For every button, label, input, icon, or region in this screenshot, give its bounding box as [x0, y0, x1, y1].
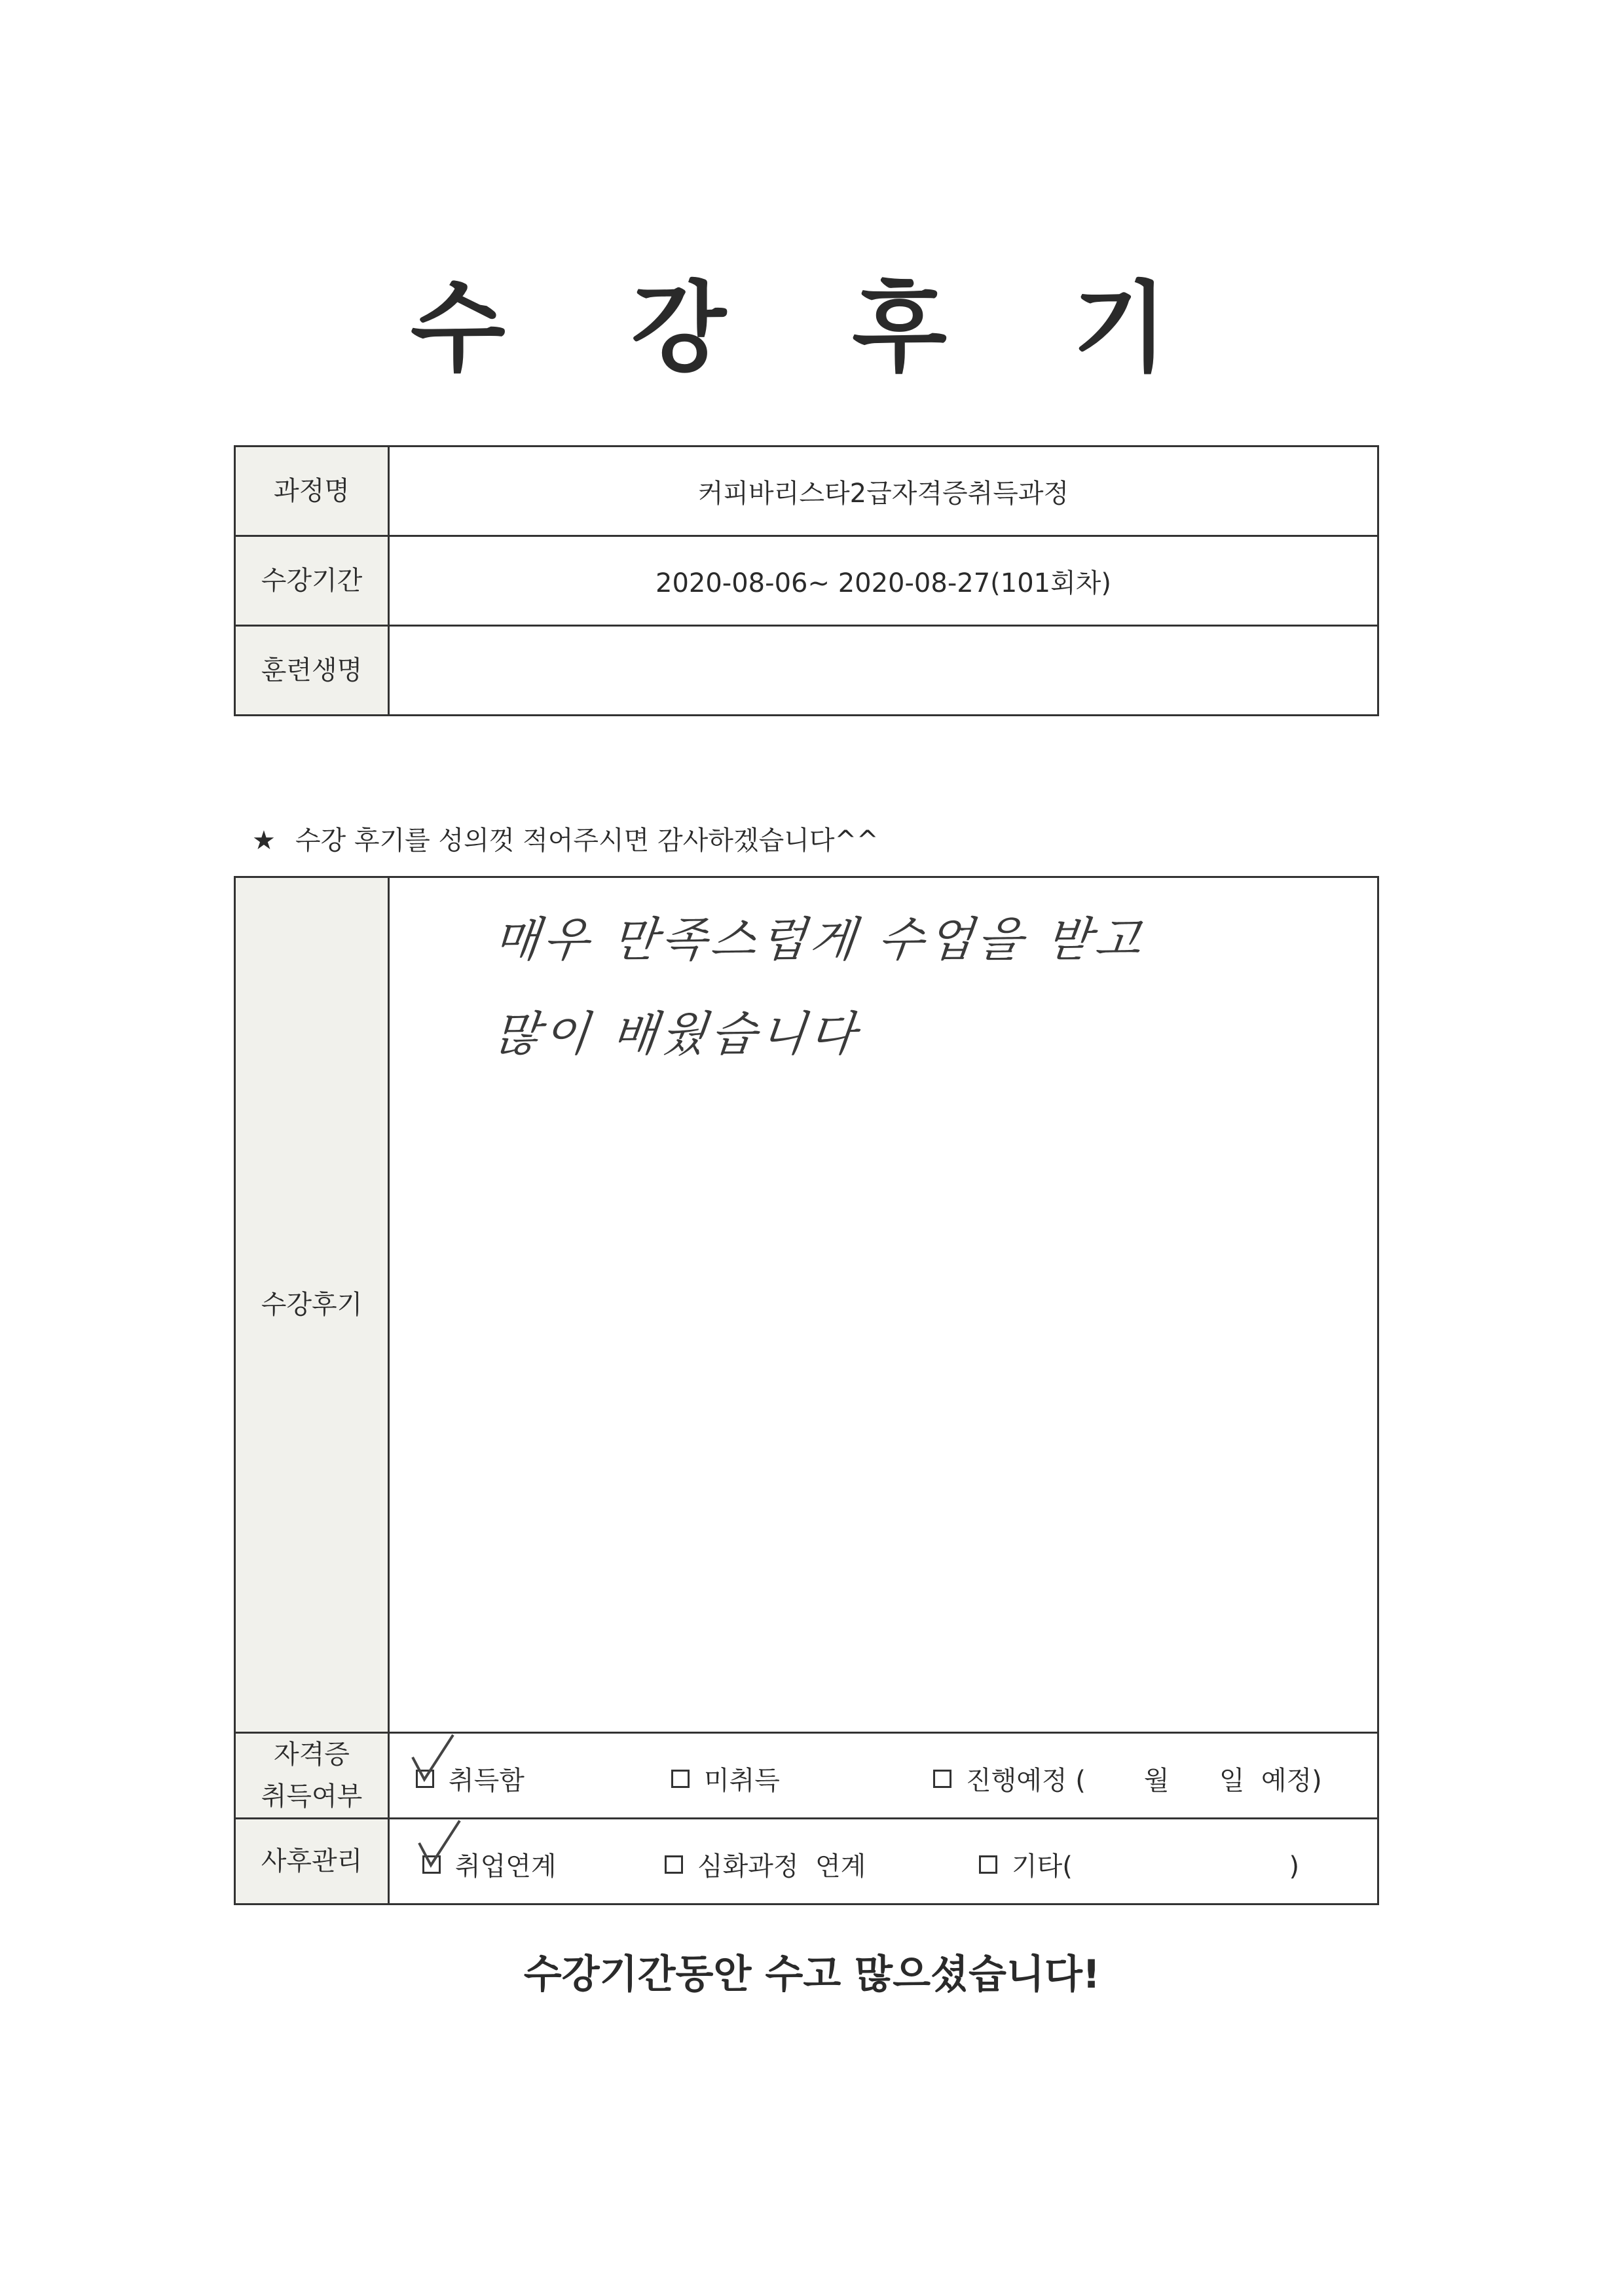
- certification-options: [389, 1733, 1378, 1819]
- aftercare-option-other[interactable]: [979, 1846, 1299, 1883]
- aftercare-option-employment[interactable]: [422, 1846, 557, 1883]
- certification-label-line-2: 취득여부: [261, 1781, 363, 1812]
- certification-label: [235, 1733, 389, 1819]
- page-title: 수 강 후 기: [410, 272, 1214, 386]
- checkbox[interactable]: [979, 1855, 997, 1874]
- course-label: 과정명: [235, 446, 389, 536]
- checkmark-icon: [416, 1818, 462, 1870]
- review-row: [235, 877, 1378, 1733]
- review-label: 수강후기: [235, 877, 389, 1733]
- checkbox-checked[interactable]: [416, 1770, 434, 1788]
- course-info-table: [234, 445, 1379, 716]
- certification-option-in-progress[interactable]: [933, 1760, 1322, 1797]
- option-label: 진행예정 ( 월 일 예정): [966, 1766, 1322, 1796]
- option-label: 취업연계: [455, 1851, 557, 1882]
- period-row: [235, 536, 1378, 626]
- review-text-area[interactable]: [389, 877, 1378, 1733]
- aftercare-option-advanced-course[interactable]: [665, 1846, 866, 1883]
- trainee-name-field[interactable]: [389, 626, 1378, 716]
- aftercare-row: [235, 1819, 1378, 1904]
- certification-row: [235, 1733, 1378, 1819]
- instruction-text: 수강 후기를 성의껏 적어주시면 감사하겠습니다^^: [295, 826, 879, 856]
- certification-option-not-acquired[interactable]: [671, 1760, 780, 1797]
- star-icon: ★: [252, 826, 276, 856]
- checkmark-icon: [410, 1732, 456, 1785]
- option-label: 기타( ): [1012, 1851, 1300, 1882]
- period-label: 수강기간: [235, 536, 389, 626]
- handwritten-review-line-1: 매우 만족스럽게 수업을 받고: [490, 912, 1148, 967]
- trainee-label: 훈련생명: [235, 626, 389, 716]
- certification-option-acquired[interactable]: [416, 1760, 525, 1797]
- period-value: 2020-08-06~ 2020-08-27(101회차): [389, 536, 1378, 626]
- review-table: [234, 876, 1379, 1905]
- course-row: [235, 446, 1378, 536]
- checkbox[interactable]: [665, 1855, 683, 1874]
- aftercare-options: [389, 1819, 1378, 1904]
- closing-message: 수강기간동안 수고 많으셨습니다!: [523, 1952, 1101, 1997]
- option-label: 미취득: [704, 1766, 780, 1796]
- course-value: 커피바리스타2급자격증취득과정: [389, 446, 1378, 536]
- checkbox-checked[interactable]: [422, 1855, 441, 1874]
- checkbox[interactable]: [671, 1770, 690, 1788]
- instruction-note: [252, 820, 879, 857]
- trainee-row: [235, 626, 1378, 716]
- checkbox[interactable]: [933, 1770, 951, 1788]
- certification-label-line-1: 자격증: [274, 1740, 350, 1770]
- handwritten-review-line-2: 많이 배웠습니다: [490, 1006, 862, 1061]
- option-label: 취득함: [449, 1766, 525, 1796]
- aftercare-label: 사후관리: [235, 1819, 389, 1904]
- option-label: 심화과정 연계: [697, 1851, 866, 1882]
